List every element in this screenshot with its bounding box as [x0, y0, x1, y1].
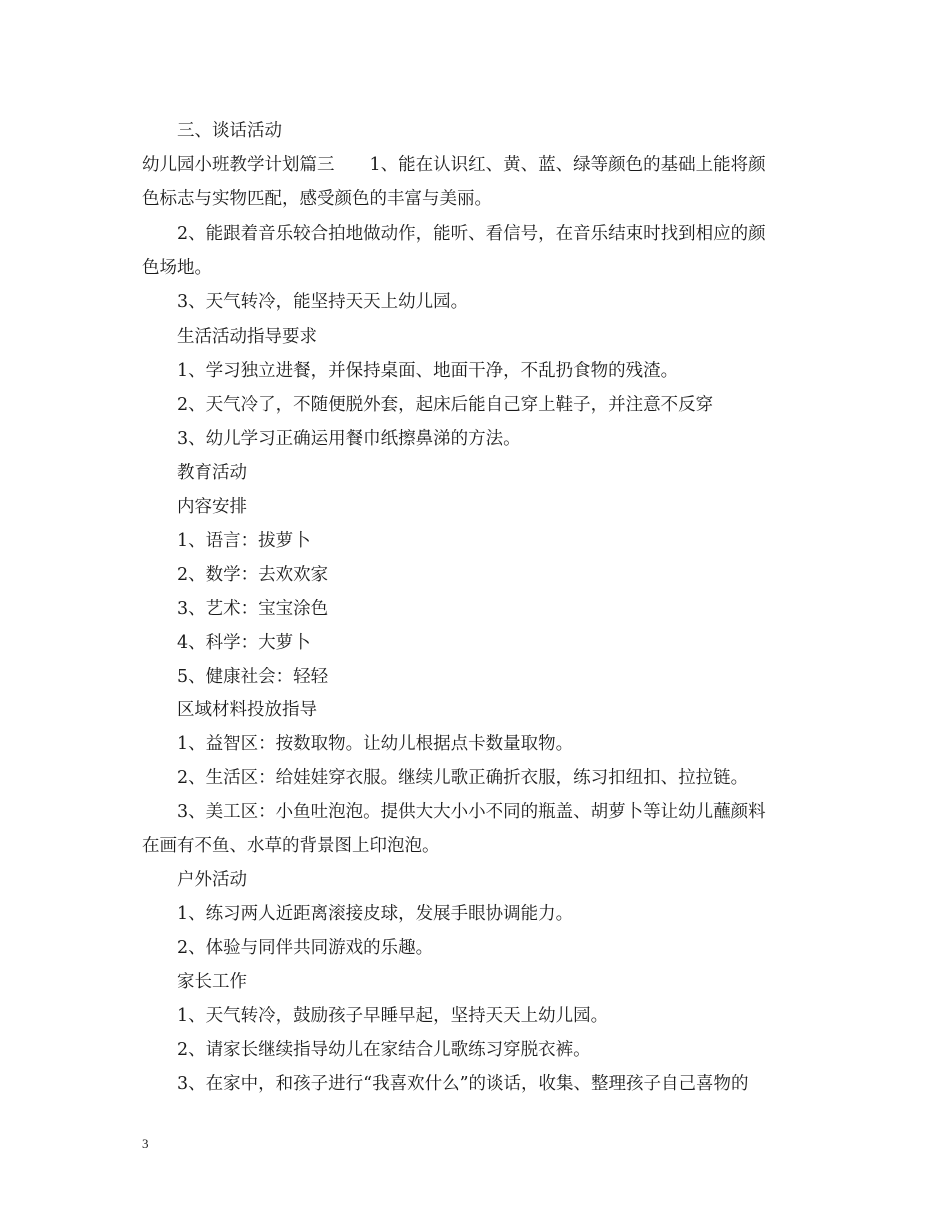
section-heading: 户外活动 — [177, 870, 247, 890]
list-item: 5、健康社会：轻轻 — [177, 667, 329, 687]
list-item: 1、练习两人近距离滚接皮球，发展手眼协调能力。 — [177, 904, 574, 924]
list-item: 2、体验与同伴共同游戏的乐趣。 — [177, 938, 434, 958]
list-item: 2、请家长继续指导幼儿在家结合儿歌练习穿脱衣裤。 — [177, 1040, 591, 1060]
page-number: 3 — [142, 1136, 149, 1151]
paragraph-line: 幼儿园小班教学计划篇三 1、能在认识红、黄、蓝、绿等颜色的基础上能将颜 — [142, 155, 766, 175]
section-heading: 教育活动 — [177, 463, 247, 483]
list-item: 1、益智区：按数取物。让幼儿根据点卡数量取物。 — [177, 734, 574, 754]
list-item: 1、语言：拔萝卜 — [177, 531, 311, 551]
list-item: 2、生活区：给娃娃穿衣服。继续儿歌正确折衣服，练习扣纽扣、拉拉链。 — [177, 768, 749, 788]
list-item: 4、科学：大萝卜 — [177, 633, 311, 653]
paragraph-line: 2、能跟着音乐较合拍地做动作，能听、看信号，在音乐结束时找到相应的颜 — [177, 224, 766, 244]
list-item: 3、美工区：小鱼吐泡泡。提供大大小小不同的瓶盖、胡萝卜等让幼儿蘸颜料 — [177, 802, 766, 822]
section-heading: 生活活动指导要求 — [177, 327, 317, 347]
list-item: 2、天气冷了，不随便脱外套，起床后能自己穿上鞋子，并注意不反穿 — [177, 395, 714, 415]
paragraph-line: 色场地。 — [142, 258, 212, 278]
paragraph-line: 在画有不鱼、水草的背景图上印泡泡。 — [142, 836, 440, 856]
section-heading: 内容安排 — [177, 497, 247, 517]
list-item: 3、幼儿学习正确运用餐巾纸擦鼻涕的方法。 — [177, 429, 521, 449]
list-item: 2、数学：去欢欢家 — [177, 565, 329, 585]
section-heading: 家长工作 — [177, 972, 247, 992]
paragraph-line: 色标志与实物匹配，感受颜色的丰富与美丽。 — [142, 189, 492, 209]
paragraph-line: 3、天气转冷，能坚持天天上幼儿园。 — [177, 292, 469, 312]
list-item: 1、天气转冷，鼓励孩子早睡早起，坚持天天上幼儿园。 — [177, 1006, 609, 1026]
list-item: 3、艺术：宝宝涂色 — [177, 599, 329, 619]
section-heading: 区域材料投放指导 — [177, 700, 317, 720]
list-item: 1、学习独立进餐，并保持桌面、地面干净，不乱扔食物的残渣。 — [177, 361, 679, 381]
heading-talk-activity: 三、谈话活动 — [177, 121, 282, 141]
list-item: 3、在家中，和孩子进行“我喜欢什么”的谈话，收集、整理孩子自己喜物的 — [177, 1074, 749, 1094]
